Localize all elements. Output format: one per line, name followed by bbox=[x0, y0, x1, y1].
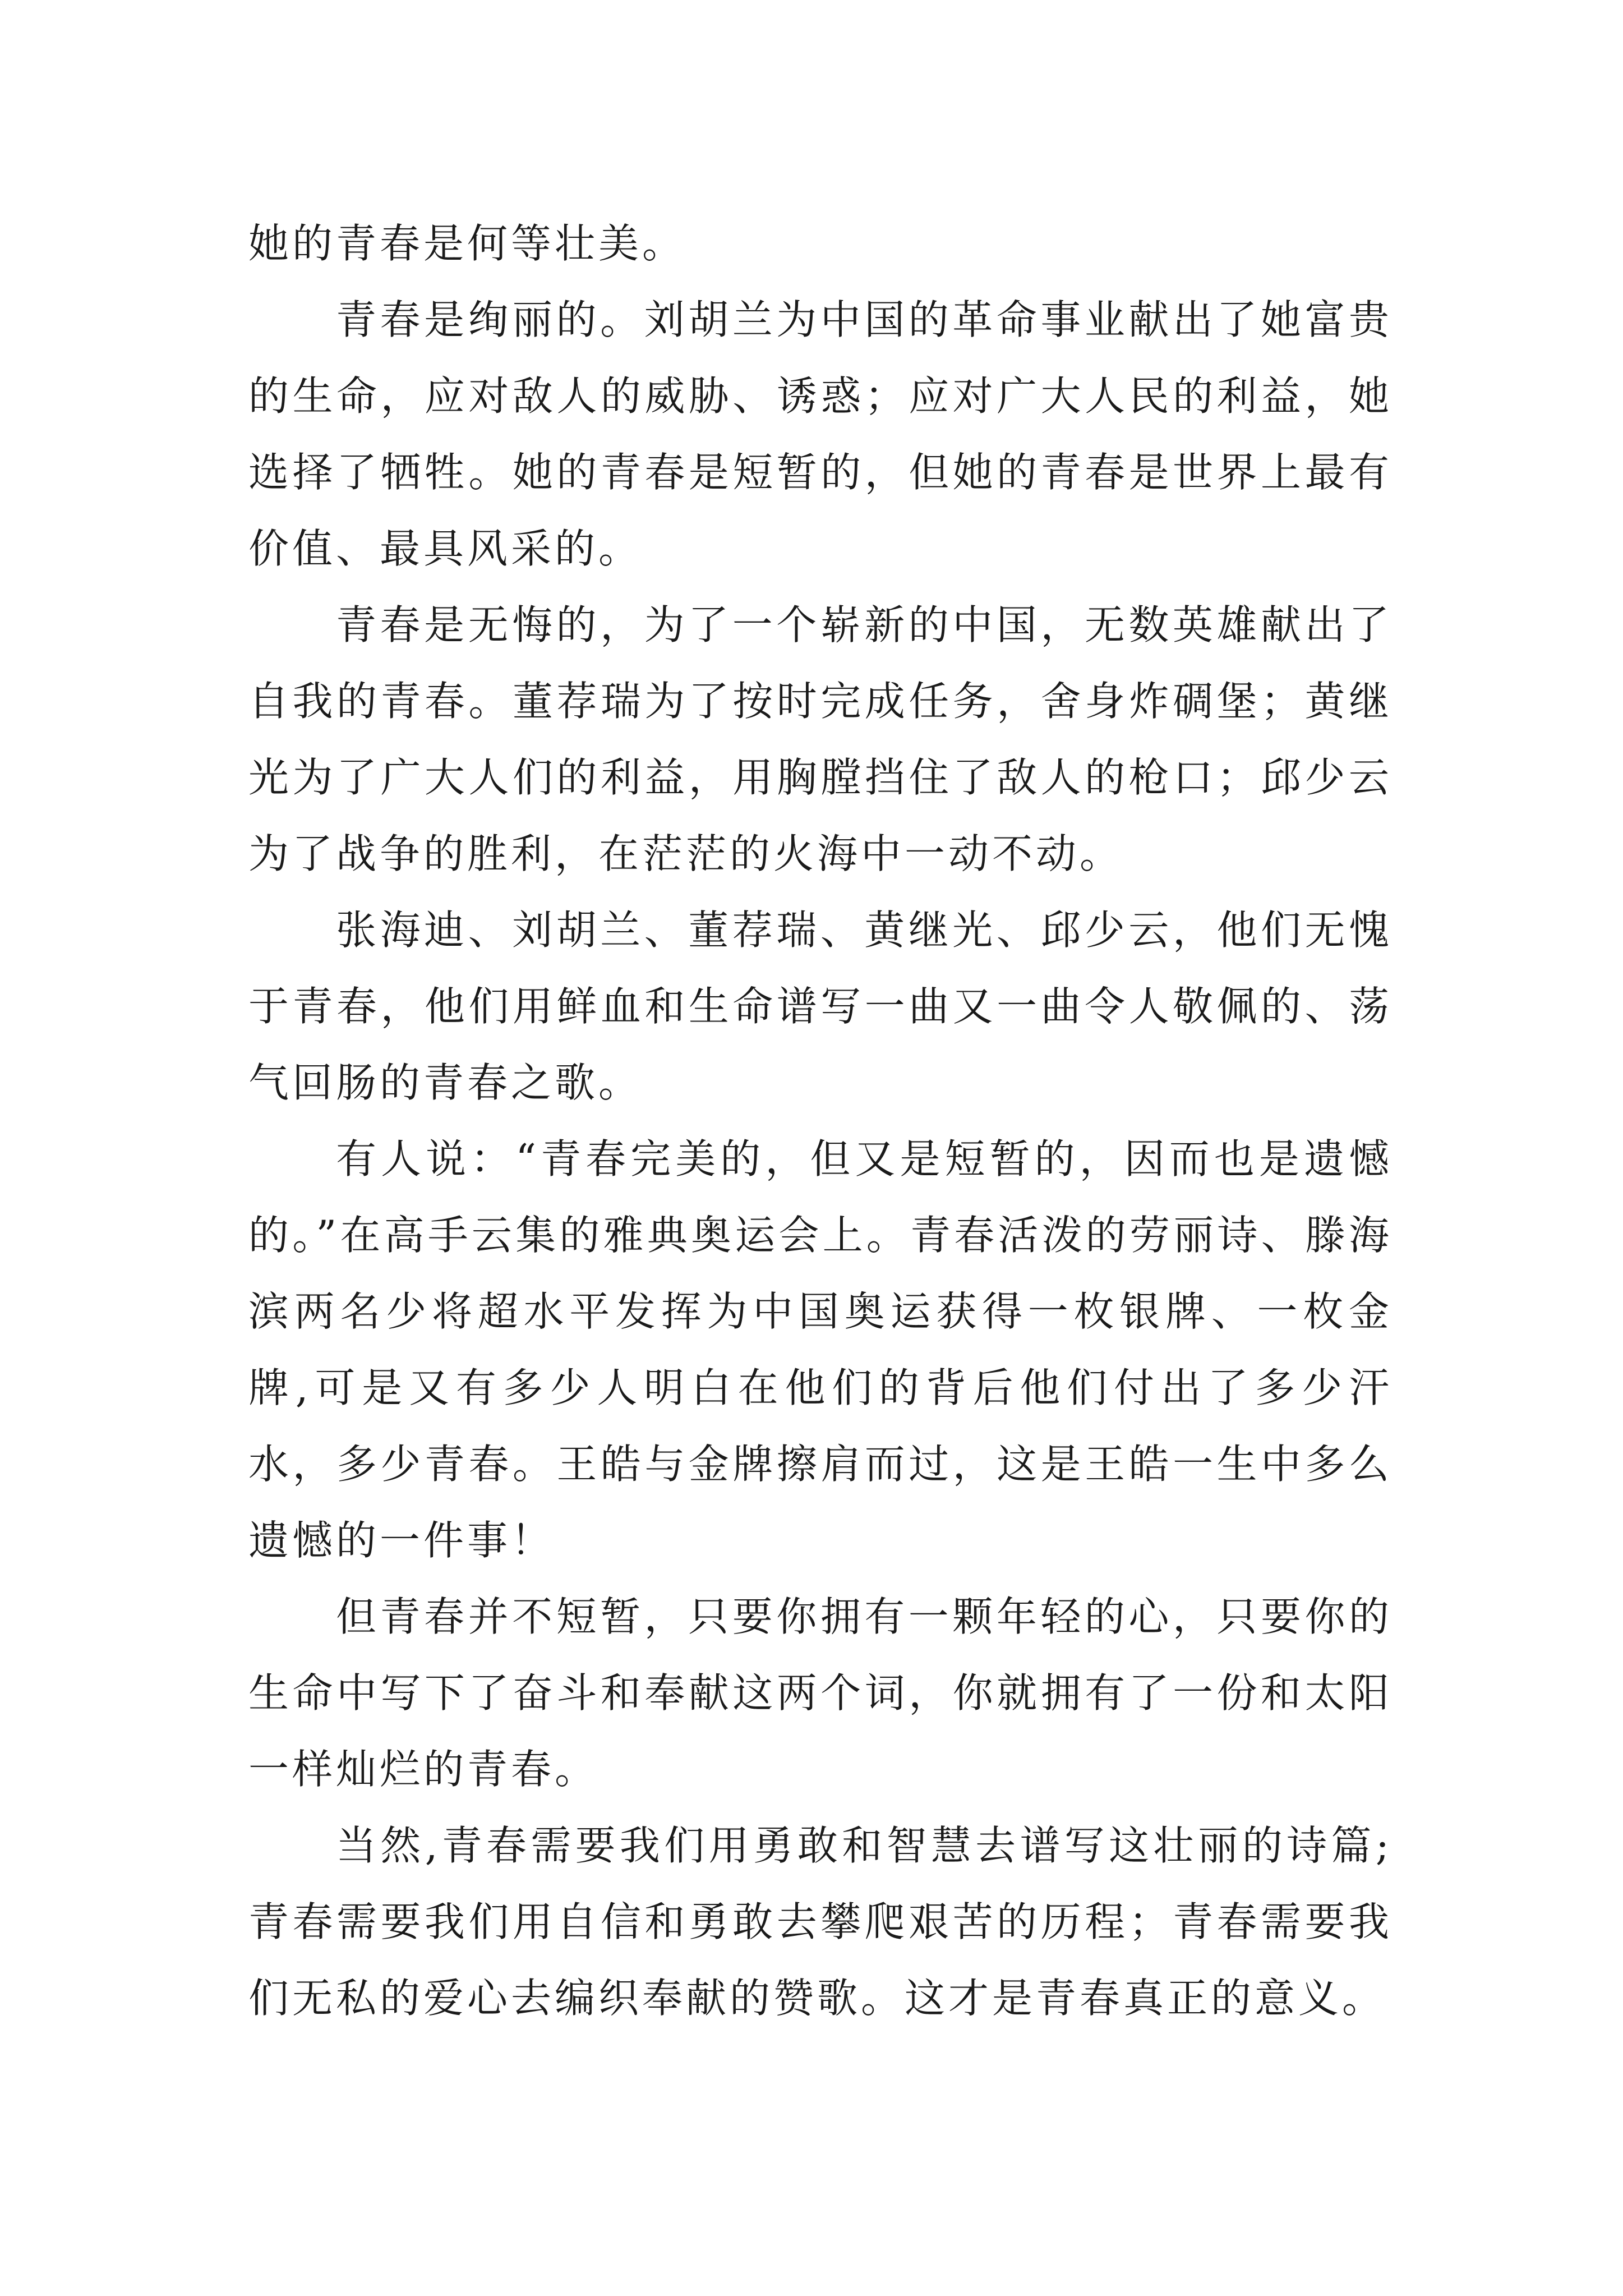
paragraph-1: 她的青春是何等壮美。 bbox=[248, 220, 686, 267]
paragraph-2: 青春是绚丽的。刘胡兰为中国的革命事业献出了她富贵的生命，应对敌人的威胁、诱惑；应对广大人民的利益，她选择了牺牲。她的青春是短暂的，但她的青春是世界上最有价值、最具风采的。 bbox=[248, 296, 1393, 572]
paragraph-6: 但青春并不短暂，只要你拥有一颗年轻的心，只要你的生命中写下了奋斗和奉献这两个词，你就拥有了一份和太阳一样灿烂的青春。 bbox=[248, 1593, 1393, 1793]
paragraph-4: 张海迪、刘胡兰、董荐瑞、黄继光、邱少云，他们无愧于青春，他们用鲜血和生命谱写一曲又一曲令人敬佩的、荡气回肠的青春之歌。 bbox=[248, 907, 1393, 1106]
paragraph-7: 当然,青春需要我们用勇敢和智慧去谱写这壮丽的诗篇;青春需要我们用自信和勇敢去攀爬艰苦的历程；青春需要我们无私的爱心去编织奉献的赞歌。这才是青春真正的意义。 bbox=[248, 1822, 1393, 2022]
paragraph-5: 有人说：“青春完美的，但又是短暂的，因而也是遗憾的。”在高手云集的雅典奥运会上。青春活泼的劳丽诗、滕海滨两名少将超水平发挥为中国奥运获得一枚银牌、一枚金牌,可是又有多少人明白在他们的背后他们付出了多少汗水，多少青春。王皓与金牌擦肩而过，这是王皓一生中多么遗憾的一件事！ bbox=[248, 1135, 1393, 1564]
paragraph-3: 青春是无悔的，为了一个崭新的中国，无数英雄献出了自我的青春。董荐瑞为了按时完成任务，舍身炸碉堡；黄继光为了广大人们的利益，用胸膛挡住了敌人的枪口；邱少云为了战争的胜利，在茫茫的火海中一动不动。 bbox=[248, 601, 1393, 877]
document-body bbox=[248, 205, 1393, 2036]
